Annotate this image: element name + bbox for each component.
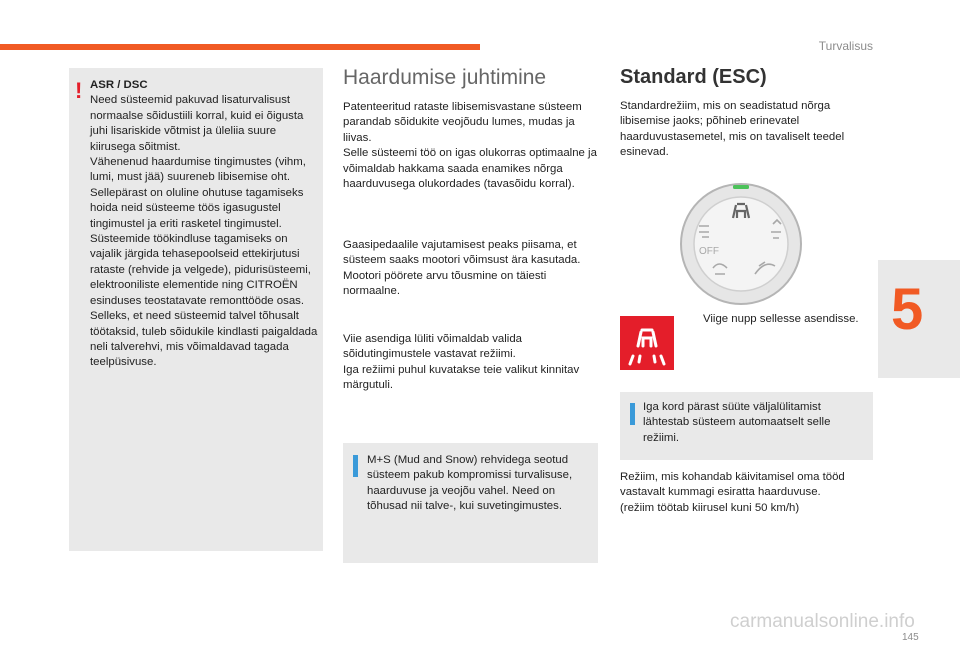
page-number: 145 [902, 632, 919, 643]
warning-paragraph: Need süsteemid pakuvad lisaturvalisust normaalse sõidustiili korral, kuid ei õigusta juhi lisariskide võtmist ja üleliia suure kiirusega sõitmist. [90, 94, 304, 153]
header-accent-bar [0, 44, 480, 50]
grip-paragraph: Patenteeritud rataste libisemisvastane süsteem parandab sõidukite veojõudu lumes, mudas ja liivas. [343, 101, 582, 144]
esc-mode-indicator-icon [620, 316, 674, 370]
grip-intro [343, 100, 599, 192]
info-reset-text: Iga kord pärast süüte väljalülitamist lähtestab süsteem automaatselt selle režiimi. [643, 401, 831, 444]
standard-footer-text: Režiim, mis kohandab käivitamisel oma tööd vastavalt kummagi esiratta haarduvuse. [620, 471, 845, 499]
warning-paragraph: Selleks, et need süsteemid talvel tõhusalt töötaksid, tuleb sõidukile kindlasti paigaldada neli talverehvi, mis võimaldavad tagada teelpüsivuse. [90, 310, 318, 369]
watermark: carmanualsonline.info [730, 611, 915, 632]
warning-paragraph: Vähenenud haardumise tingimustes (vihm, lumi, must jää) suureneb libisemise oht. Sellepärast on oluline ohutuse tagamiseks hoida neid süsteeme töös igasugustel tingimustel ja eriti rasketel tingimustel. [90, 156, 306, 230]
standard-footer-note: (režiim töötab kiirusel kuni 50 km/h) [620, 501, 800, 514]
standard-intro: Standardrežiim, mis on seadistatud nõrga libisemise jaoks; põhineb erinevatel haarduvustasemetel, mis on tavaliselt teedel esinevad. [620, 100, 845, 159]
dial-off-label: OFF [699, 246, 719, 257]
section-title: Turvalisus [818, 39, 873, 53]
warning-icon: ! [75, 78, 83, 103]
mode-indicator-light [733, 185, 749, 189]
info-icon [630, 403, 635, 425]
grip-paragraph: Iga režiimi puhul kuvatakse teie valikut kinnitav märgutuli. [343, 363, 580, 392]
warning-title: ASR / DSC [90, 79, 148, 91]
grip-switch-text [343, 332, 599, 394]
info-icon [353, 455, 358, 477]
standard-footer [620, 470, 870, 516]
info-tyres-text: M+S (Mud and Snow) rehvidega seotud süsteem pakub kompromissi turvalisuse, haarduvuse ja veojõu vahel. Need on tõhusad nii talve-, kui suvetingimustes. [367, 454, 573, 513]
grip-paragraph: Viie asendiga lüliti võimaldab valida sõidutingimustele vastavat režiimi. [343, 333, 522, 361]
mode-selector-dial-icon [679, 182, 803, 306]
standard-instruction: Viige nupp sellesse asendisse. [703, 313, 859, 325]
chapter-number: 5 [891, 277, 924, 342]
standard-esc-heading: Standard (ESC) [620, 66, 767, 88]
warning-text [90, 78, 318, 371]
grip-throttle-text: Gaasipedaalile vajutamisest peaks piisama, et süsteem saaks mootori võimsust ära kasutada. Mootori pöörete arvu tõusmine on täiesti normaalne. [343, 239, 581, 298]
grip-control-heading: Haardumise juhtimine [343, 66, 547, 89]
grip-paragraph: Selle süsteemi töö on igas olukorras optimaalne ja võimaldab hakkama saada enamikes nõrga haarduvusega olukordades (tavasõidu korral). [343, 147, 597, 191]
warning-paragraph: Süsteemide töökindluse tagamiseks on vajalik järgida tehasepoolseid ettekirjutusi rataste (rehvide ja velgede), pidurisüsteemi, elektrooniliste elementide ning CITROËN esinduses teostatavate remonttööde osas. [90, 233, 311, 307]
